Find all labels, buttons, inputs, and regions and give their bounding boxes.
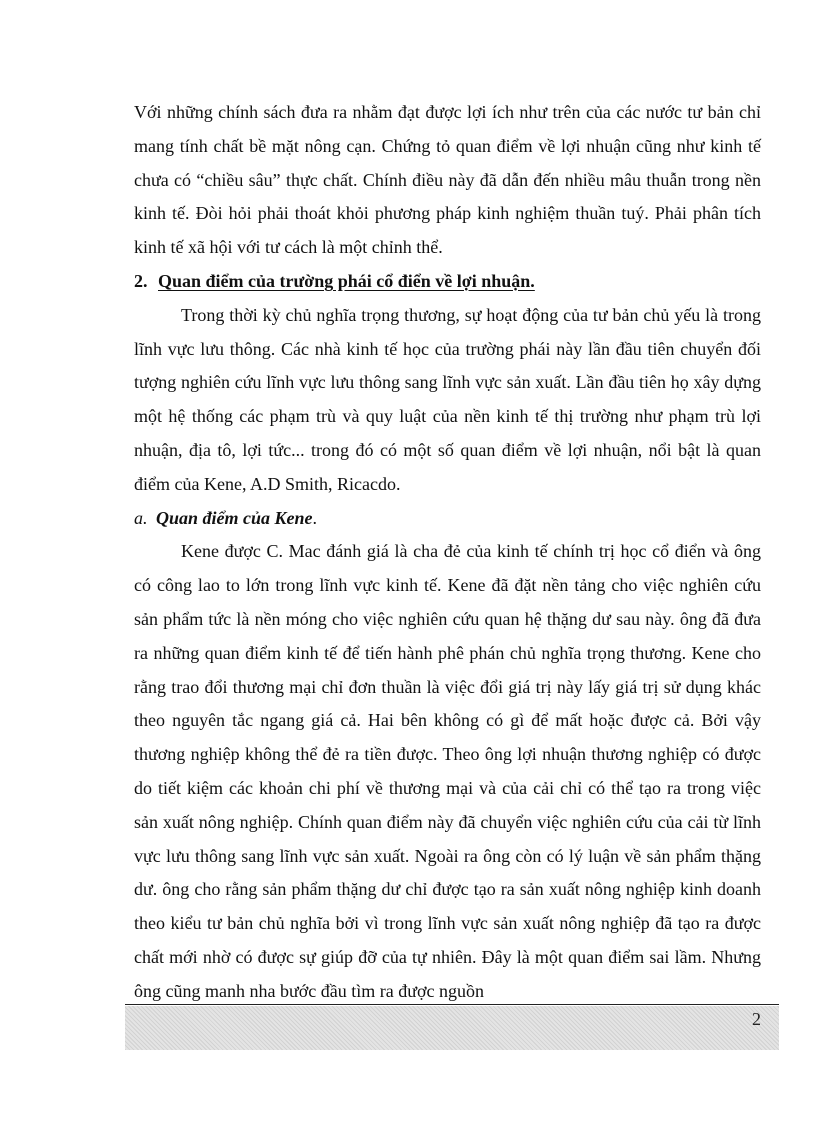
subsection-trailing: . <box>312 507 318 528</box>
section-title: Quan điểm của trường phái cổ điển về lợi nhuận. <box>158 270 535 291</box>
footer-divider <box>125 1004 779 1005</box>
subsection-letter: a. <box>134 507 148 528</box>
paragraph-intro: Với những chính sách đưa ra nhằm đạt được lợi ích như trên của các nước tư bản chỉ mang tính chất bề mặt nông cạn. Chứng tỏ quan điểm về lợi nhuận cũng như kinh tế chưa có “chiều sâu” thực chất. Chính điều này đã dẫn đến nhiều mâu thuẫn trong nền kinh tế. Đòi hỏi phải thoát khỏi phương pháp kinh nghiệm thuần tuý. Phải phân tích kinh tế xã hội với tư cách là một chỉnh thể. <box>134 102 761 258</box>
paragraph-kene: Kene được C. Mac đánh giá là cha đẻ của kinh tế chính trị học cổ điển và ông có công lao to lớn trong lĩnh vực kinh tế. Kene đã đặt nền tảng cho việc nghiên cứu sản phẩm tức là nền móng cho việc nghiên cứu quan hệ thặng dư sau này. ông đã đưa ra những quan điểm kinh tế để tiến hành phê phán chủ nghĩa trọng thương. Kene cho rằng trao đổi thương mại chỉ đơn thuần là việc đổi giá trị này lấy giá trị sử dụng khác theo nguyên tắc ngang giá cả. Hai bên không có gì để mất hoặc được cả. Bởi vậy thương nghiệp không thể đẻ ra tiền được. Theo ông lợi nhuận thương nghiệp có được do tiết kiệm các khoản chi phí về thương mại và của cải chỉ có thể tạo ra trong việc sản xuất nông nghiệp. Chính quan điểm này đã chuyển việc nghiên cứu của cải từ lĩnh vực lưu thông sang lĩnh vực sản xuất. Ngoài ra ông còn có lý luận về sản phẩm thặng dư. ông cho rằng sản phẩm thặng dư chỉ được tạo ra sản xuất nông nghiệp kinh doanh theo kiểu tư bản chủ nghĩa bởi vì trong lĩnh vực sản xuất nông nghiệp đã tạo ra được chất mới nhờ có được sự giúp đỡ của tự nhiên. Đây là một quan điểm sai lầm. Nhưng ông cũng manh nha bước đầu tìm ra được nguồn <box>134 541 761 1001</box>
subsection-heading <box>134 502 761 536</box>
section-number: 2. <box>134 270 148 291</box>
page-footer <box>125 1006 779 1050</box>
subsection-title: Quan điểm của Kene <box>156 507 313 528</box>
paragraph-mercantilism: Trong thời kỳ chủ nghĩa trọng thương, sự hoạt động của tư bản chủ yếu là trong lĩnh vực lưu thông. Các nhà kinh tế học của trường phái này lần đầu tiên chuyển đối tượng nghiên cứu lĩnh vực lưu thông sang lĩnh vực sản xuất. Lần đầu tiên họ xây dựng một hệ thống các phạm trù và quy luật của nền kinh tế thị trường như phạm trù lợi nhuận, địa tô, lợi tức... trong đó có một số quan điểm về lợi nhuận, nổi bật là quan điểm của Kene, A.D Smith, Ricacdo. <box>134 304 761 494</box>
page-number: 2 <box>752 1009 761 1029</box>
section-heading <box>134 265 761 299</box>
body-text <box>134 96 761 1009</box>
